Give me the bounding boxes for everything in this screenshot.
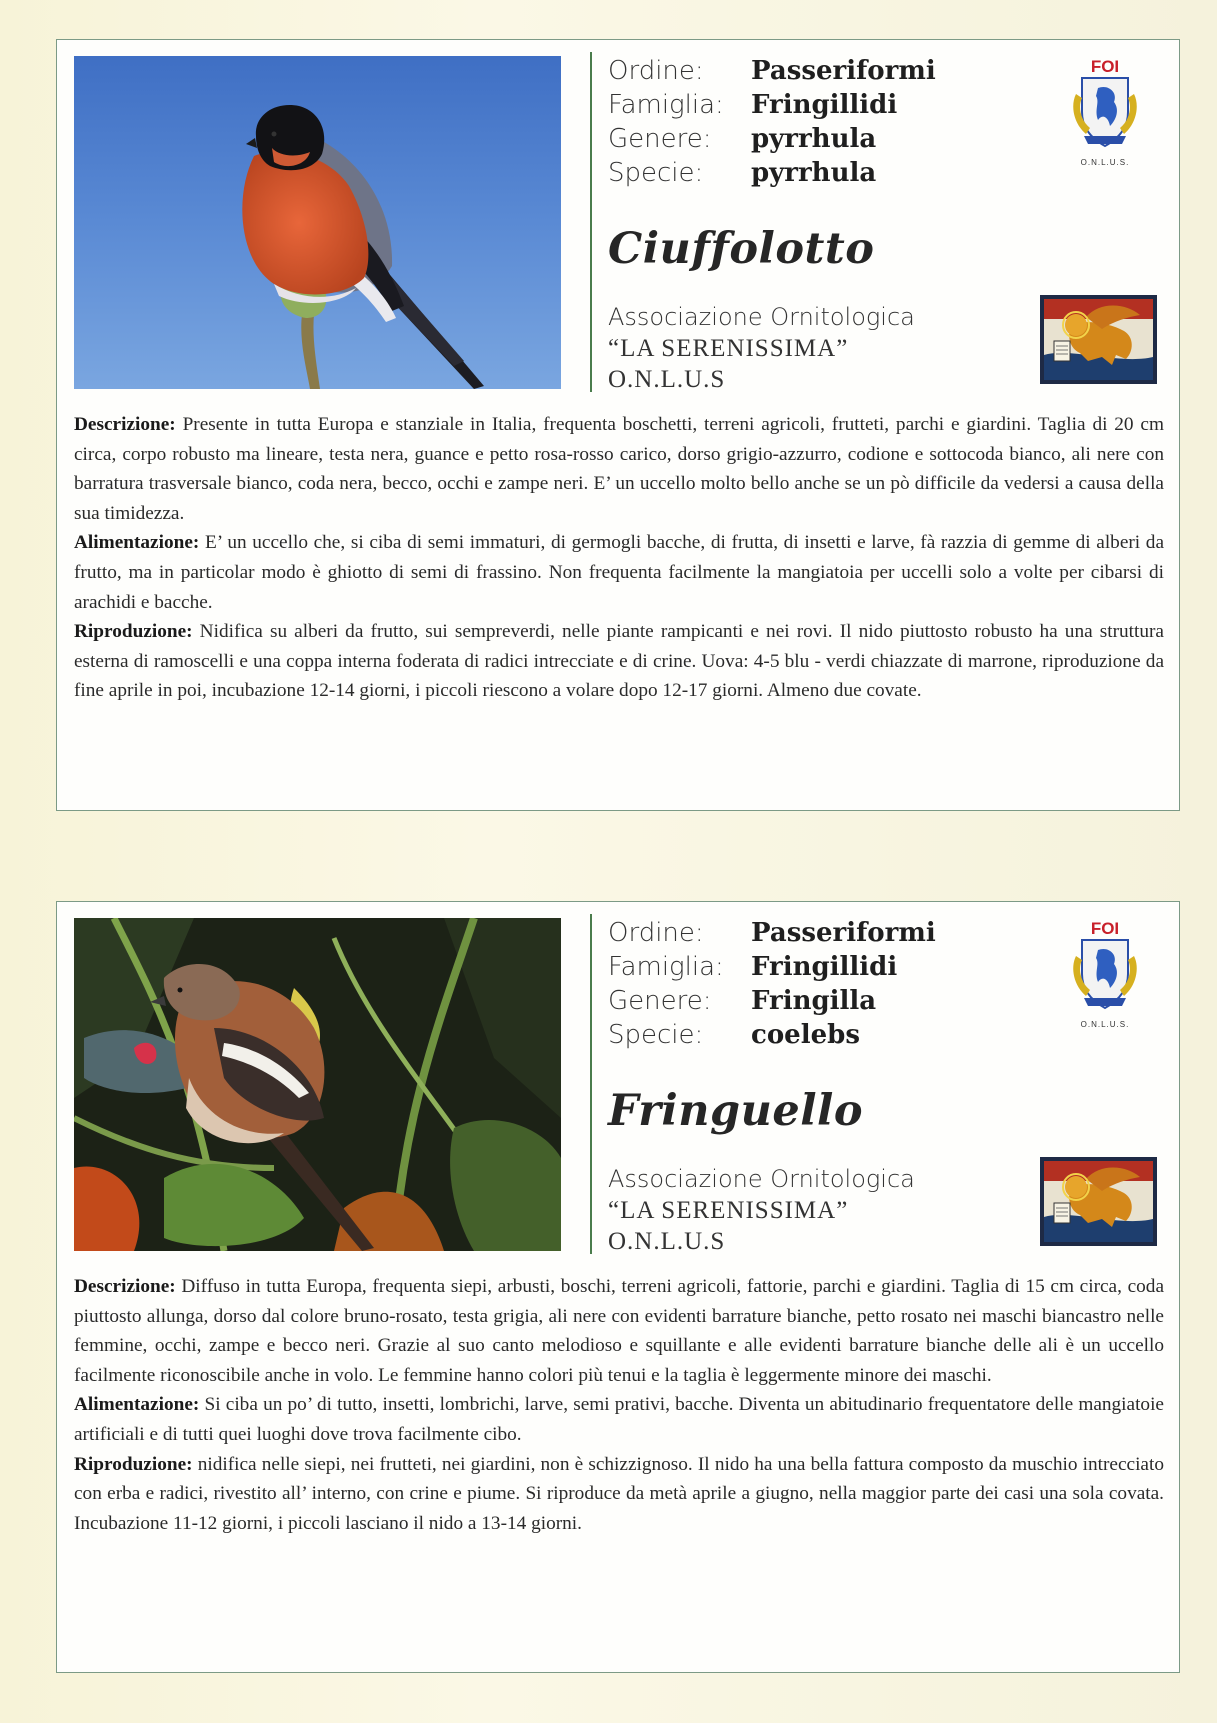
- bird-photo-chaffinch: [74, 918, 561, 1251]
- foi-logo: [1060, 916, 1150, 1036]
- reproduction-text: Nidifica su alberi da frutto, sui sempreverdi, nelle piante rampicanti e nei rovi. Il nido piuttosto robusto ha una struttura esterna di ramoscelli e una coppa interna foderata di radici intrecciate e di crine. Uova: 4-5 blu - verdi chiazzate di marrone, riproduzione da fine aprile in poi, incubazione 12-14 giorni, i piccoli riescono a volare dopo 12-17 giorni. Almeno due covate.: [74, 621, 1164, 702]
- association-name: “LA SERENISSIMA”: [608, 335, 849, 362]
- species-description: [74, 410, 1164, 706]
- association-line1: Associazione Ornitologica: [608, 1165, 915, 1193]
- description-text: Presente in tutta Europa e stanziale in Italia, frequenta boschetti, terreni agricoli, frutteti, parchi e giardini. Taglia di 20 cm circa, corpo robusto ma lineare, testa nera, guance e petto rosa-rosso carico, dorso grigio-azzurro, codione e sottocoda bianco, ali nere con barratura trasversale bianco, coda nera, becco, occhi e zampe neri. E’ un uccello molto bello anche se un pò difficile da vedersi a causa della sua timidezza.: [74, 414, 1164, 524]
- lion-of-st-mark-logo: [1040, 295, 1157, 384]
- reproduction-label: Riproduzione:: [74, 621, 193, 643]
- family-label: Famiglia:: [608, 90, 724, 120]
- association-block: [608, 1164, 915, 1257]
- description-paragraph: [74, 1272, 1164, 1390]
- winged-lion-icon: [1040, 295, 1157, 384]
- species-label: Specie:: [608, 1020, 704, 1050]
- feeding-paragraph: [74, 528, 1164, 617]
- genus-label: Genere:: [608, 986, 712, 1016]
- foi-caption: O.N.L.U.S.: [1080, 1020, 1130, 1029]
- description-paragraph: [74, 410, 1164, 528]
- feeding-text: E’ un uccello che, si ciba di semi immaturi, di germogli bacche, di frutta, di insetti e larve, fà razzia di gemme di alberi da frutto, ma in particolar modo è ghiotto di semi di frassino. Non frequenta facilmente la mangiatoia per uccelli solo a volte per cibarsi di arachidi e bacche.: [74, 532, 1164, 613]
- reproduction-paragraph: [74, 1450, 1164, 1539]
- feeding-label: Alimentazione:: [74, 532, 200, 554]
- species-common-name: Fringuello: [608, 1086, 864, 1136]
- association-line1: Associazione Ornitologica: [608, 303, 915, 331]
- genus-value: Fringilla: [751, 986, 877, 1016]
- species-value: pyrrhula: [751, 158, 877, 188]
- association-block: [608, 302, 915, 395]
- description-text: Diffuso in tutta Europa, frequenta siepi, arbusti, boschi, terreni agricoli, fattorie, parchi e giardini. Taglia di 15 cm circa, coda piuttosto allunga, dorso dal colore bruno-rosato, testa grigia, ali nere con evidenti barrature bianche, petto rosato nei maschi biancastro nelle femmine, occhi, zampe e becco neri. Grazie al suo canto melodioso e squillante e alle evidenti barrature bianche delle ali è un uccello facilmente riconoscibile anche in volo. Le femmine hanno colori più tenui e la taglia è leggermente minore dei maschi.: [74, 1276, 1164, 1386]
- species-description: [74, 1272, 1164, 1538]
- feeding-label: Alimentazione:: [74, 1394, 200, 1416]
- reproduction-text: nidifica nelle siepi, nei frutteti, nei giardini, non è schizzignoso. Il nido ha una bella fattura composto da muschio intrecciato con erba e radici, rivestito all’ interno, con crine e piume. Si riproduce da metà aprile a giugno, nella maggior parte dei casi una sola covata. Incubazione 11-12 giorni, i piccoli lasciano il nido a 13-14 giorni.: [74, 1453, 1164, 1534]
- reproduction-label: Riproduzione:: [74, 1453, 193, 1475]
- species-card-bullfinch: [56, 39, 1180, 811]
- feeding-paragraph: [74, 1390, 1164, 1449]
- order-label: Ordine:: [608, 56, 704, 86]
- species-value: coelebs: [751, 1020, 860, 1050]
- foi-caption: O.N.L.U.S.: [1080, 158, 1130, 167]
- genus-label: Genere:: [608, 124, 712, 154]
- species-label: Specie:: [608, 158, 704, 188]
- taxonomy-species-row: [608, 156, 936, 190]
- association-name: “LA SERENISSIMA”: [608, 1197, 849, 1224]
- taxonomy-block: [608, 54, 936, 190]
- association-onlus: O.N.L.U.S: [608, 1228, 726, 1255]
- genus-value: pyrrhula: [751, 124, 877, 154]
- family-label: Famiglia:: [608, 952, 724, 982]
- taxonomy-family-row: [608, 950, 936, 984]
- description-label: Descrizione:: [74, 1276, 176, 1297]
- family-value: Fringillidi: [751, 952, 898, 982]
- order-label: Ordine:: [608, 918, 704, 948]
- foi-emblem-icon: [1064, 54, 1146, 154]
- winged-lion-icon: [1040, 1157, 1157, 1246]
- foi-logo: [1060, 54, 1150, 174]
- association-onlus: O.N.L.U.S: [608, 366, 726, 393]
- foi-emblem-icon: [1064, 916, 1146, 1016]
- family-value: Fringillidi: [751, 90, 898, 120]
- taxonomy-order-row: [608, 916, 936, 950]
- taxonomy-genus-row: [608, 984, 936, 1018]
- foi-logo-text: FOI: [1090, 57, 1120, 76]
- feeding-text: Si ciba un po’ di tutto, insetti, lombrichi, larve, semi prativi, bacche. Diventa un abitudinario frequentatore delle mangiatoie artificiali e di tutti quei luoghi dove trova facilmente cibo.: [74, 1394, 1164, 1445]
- species-common-name: Ciuffolotto: [608, 224, 875, 274]
- description-label: Descrizione:: [74, 414, 176, 435]
- taxonomy-family-row: [608, 88, 936, 122]
- taxonomy-block: [608, 916, 936, 1052]
- divider-line: [590, 52, 592, 392]
- taxonomy-genus-row: [608, 122, 936, 156]
- order-value: Passeriformi: [751, 918, 936, 948]
- order-value: Passeriformi: [751, 56, 936, 86]
- bird-photo-bullfinch: [74, 56, 561, 389]
- species-card-chaffinch: [56, 901, 1180, 1673]
- foi-logo-text: FOI: [1090, 919, 1120, 938]
- taxonomy-species-row: [608, 1018, 936, 1052]
- reproduction-paragraph: [74, 617, 1164, 706]
- lion-of-st-mark-logo: [1040, 1157, 1157, 1246]
- taxonomy-order-row: [608, 54, 936, 88]
- divider-line: [590, 914, 592, 1254]
